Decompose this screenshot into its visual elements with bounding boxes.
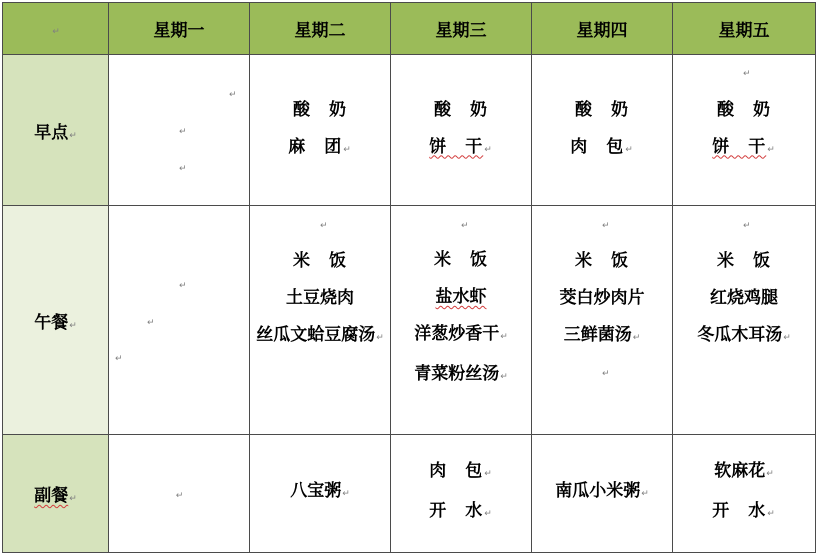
menu-item: 青菜粉丝汤 [414,364,500,385]
menu-item: 米 饭 [293,251,347,272]
lunch-mon [109,206,250,434]
return-mark-icon: ↵ [767,144,776,155]
lunch-fri [673,206,816,434]
row-label-side-meal [3,434,109,552]
menu-item: 开 水 [712,501,767,522]
row-label-breakfast [3,55,109,206]
return-mark-icon: ↵ [500,332,508,343]
return-mark-icon: ↵ [500,372,508,383]
return-mark-icon: ↵ [484,469,493,480]
return-mark-icon: ↵ [69,320,77,331]
header-row [3,3,816,55]
side-wed [391,434,532,552]
row-label-lunch [3,206,109,434]
menu-item: 酸 奶 [434,99,488,120]
side-meal-row [3,434,816,552]
return-mark-icon: ↵ [175,491,184,502]
side-thu [532,434,673,552]
return-mark-icon: ↵ [229,90,237,101]
menu-item: 酸 奶 [575,99,629,120]
lunch-thu [532,206,673,434]
day-header-wed [391,3,532,55]
menu-item: 米 饭 [717,251,771,272]
side-fri [673,434,816,552]
menu-item: 红烧鸡腿 [710,288,778,309]
day-header-fri [673,3,816,55]
day-header-mon [109,3,250,55]
return-mark-icon: ↵ [52,26,60,37]
menu-item: 米 饭 [575,251,629,272]
return-mark-icon: ↵ [343,144,352,155]
side-tue [250,434,391,552]
return-mark-icon: ↵ [147,318,155,329]
menu-item: 米 饭 [434,250,488,271]
menu-item: 酸 奶 [293,99,347,120]
menu-table [2,2,816,553]
menu-item: 土豆烧肉 [286,288,354,309]
menu-item: 八宝粥 [290,481,342,502]
return-mark-icon: ↵ [783,333,791,344]
menu-item: 盐水虾 [435,287,487,308]
return-mark-icon: ↵ [342,489,350,500]
return-mark-icon: ↵ [766,469,774,480]
lunch-row [3,206,816,434]
return-mark-icon: ↵ [641,489,649,500]
menu-item: 开 水 [429,501,484,522]
return-mark-icon: ↵ [69,130,77,141]
day-label: 星期四 [576,21,628,42]
menu-item: 冬瓜木耳汤 [697,325,783,346]
day-label: 星期三 [435,21,487,42]
return-mark-icon: ↵ [625,144,634,155]
menu-item: 洋葱炒香干 [414,324,500,345]
return-mark-icon: ↵ [376,333,384,344]
return-mark-icon: ↵ [179,164,187,175]
menu-item: 软麻花 [714,461,766,482]
return-mark-icon: ↵ [484,144,493,155]
return-mark-icon: ↵ [632,333,641,344]
day-header-tue [250,3,391,55]
day-label: 星期二 [294,21,346,42]
breakfast-thu [532,55,673,206]
corner-cell [3,3,109,55]
return-mark-icon: ↵ [484,509,493,520]
return-mark-icon: ↵ [767,509,776,520]
day-header-thu [532,3,673,55]
menu-item: 南瓜小米粥 [555,481,641,502]
side-mon [109,434,250,552]
return-mark-icon: ↵ [179,127,187,138]
return-mark-icon: ↵ [69,493,77,504]
return-mark-icon: ↵ [743,221,751,232]
menu-item: 肉 包 [570,136,625,157]
return-mark-icon: ↵ [115,354,123,365]
breakfast-wed [391,55,532,206]
return-mark-icon: ↵ [320,221,328,232]
menu-item: 酸 奶 [717,99,771,120]
menu-item: 茭白炒肉片 [559,288,645,309]
return-mark-icon: ↵ [602,369,610,380]
return-mark-icon: ↵ [461,221,469,232]
return-mark-icon: ↵ [179,281,187,292]
menu-item: 饼 干 [429,136,484,157]
lunch-wed [391,206,532,434]
breakfast-fri [673,55,816,206]
day-label: 星期一 [153,21,205,42]
menu-item: 饼 干 [712,136,767,157]
menu-item: 三鲜菌汤 [563,325,632,346]
row-label-text: 副餐 [34,485,69,506]
menu-item: 丝瓜文蛤豆腐汤 [256,325,376,346]
return-mark-icon: ↵ [743,69,751,80]
lunch-tue [250,206,391,434]
row-label-text: 早点 [34,122,69,143]
day-label: 星期五 [718,21,770,42]
breakfast-tue [250,55,391,206]
breakfast-row [3,55,816,206]
menu-item: 肉 包 [429,461,484,482]
row-label-text: 午餐 [34,312,69,333]
breakfast-mon [109,55,250,206]
menu-item: 麻 团 [288,136,343,157]
return-mark-icon: ↵ [602,221,610,232]
